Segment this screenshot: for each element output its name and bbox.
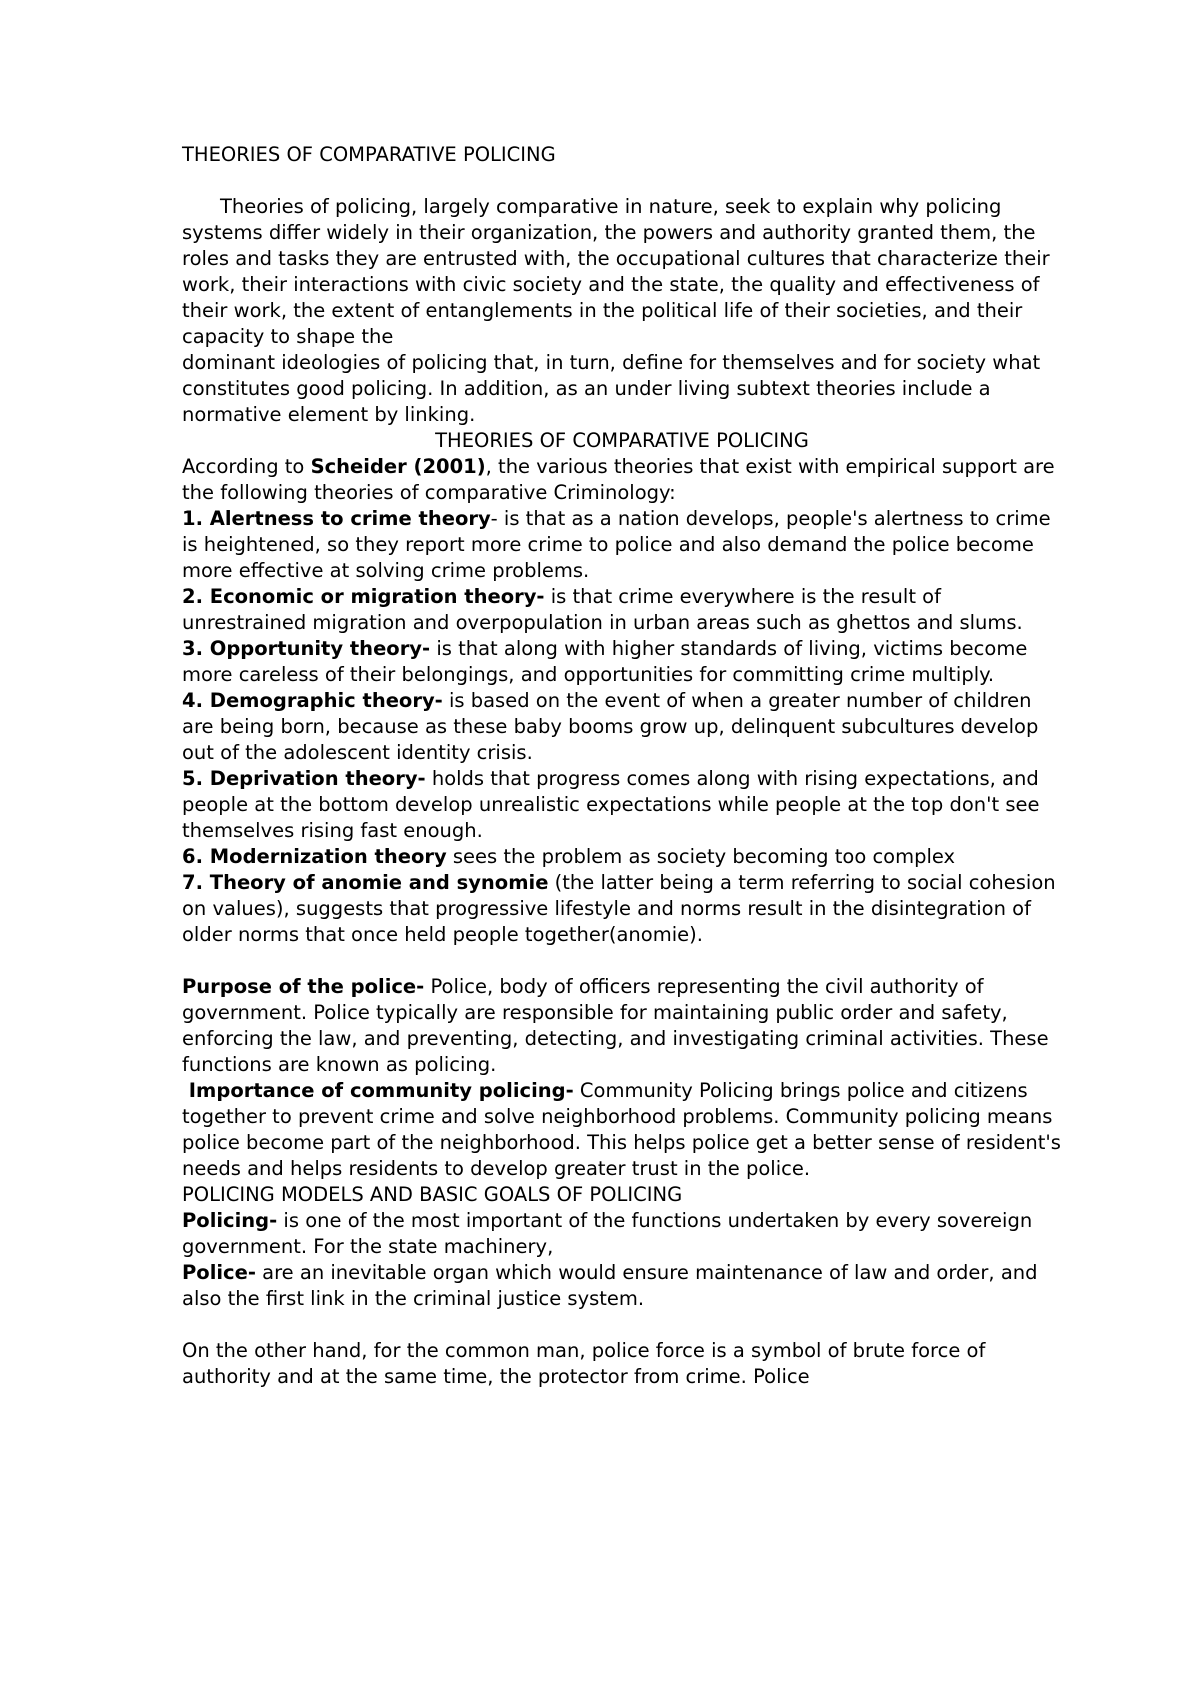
theory-term: 5. Deprivation theory- [182,767,426,790]
policing-text: is one of the most important of the functions undertaken by every sovereign government. For the state machinery, [182,1209,1033,1258]
theory-term: 1. Alertness to crime theory [182,507,491,530]
police-definition [182,1260,1062,1312]
according-suffix: , the various theories that exist with empirical support are the following theories of comparative Criminology: [182,455,1055,504]
theory-term: 2. Economic or migration theory- [182,585,545,608]
policing-definition [182,1208,1062,1260]
according-paragraph [182,454,1062,506]
theory-description: is based on the event of when a greater number of children are being born, because as these baby booms grow up, delinquent subcultures develop out of the adolescent identity crisis. [182,689,1039,764]
purpose-text: Police, body of officers representing the civil authority of government. Police typically are responsible for maintaining public order and safety, enforcing the law, and preventing, detecting, and investigating criminal activities. These functions are known as policing. [182,975,1049,1076]
section-subtitle: THEORIES OF COMPARATIVE POLICING [435,429,809,452]
models-heading [182,1182,1062,1208]
theory-term: 6. Modernization theory [182,845,447,868]
theory-description: is that crime everywhere is the result of unrestrained migration and overpopulation in urban areas such as ghettos and slums. [182,585,1023,634]
closing-paragraph: On the other hand, for the common man, police force is a symbol of brute force of authority and at the same time, the protector from crime. Police [182,1339,986,1388]
intro-paragraph: Theories of policing, largely comparative in nature, seek to explain why policing systems differ widely in their organization, the powers and authority granted them, the roles and tasks they are entrusted with, the occupational cultures that characterize their work, their interactions with civic society and the state, the quality and effectiveness of their work, the extent of entanglements in the political life of their societies, and their capacity to shape the [182,195,1050,348]
paragraph-spacer [182,948,1062,974]
community-term: Importance of community policing- [182,1079,574,1102]
theory-description: sees the problem as society becoming too complex [446,845,956,868]
purpose-term: Purpose of the police- [182,975,425,998]
community-text: Community Policing brings police and citizens together to prevent crime and solve neighborhood problems. Community policing means police become part of the neighborhood. This helps police get a better sense of resident's needs and helps residents to develop greater trust in the police. [182,1079,1061,1180]
document-page [182,142,1062,1390]
paragraph-spacer [182,1312,1062,1338]
according-prefix: According to [182,455,311,478]
cited-author: Scheider (2001) [310,455,486,478]
theory-item [182,870,1062,948]
theory-description: holds that progress comes along with rising expectations, and people at the bottom develop unrealistic expectations while people at the top don't see themselves rising fast enough. [182,767,1040,842]
theory-term: 3. Opportunity theory- [182,637,431,660]
theory-description: - is that as a nation develops, people's alertness to crime is heightened, so they report more crime to police and also demand the police become more effective at solving crime problems. [182,507,1051,582]
theory-term: 7. Theory of anomie and synomie [182,871,549,894]
community-paragraph [182,1078,1062,1182]
models-heading-text: POLICING MODELS AND BASIC GOALS OF POLICING [182,1183,683,1206]
theory-item [182,584,1062,636]
theory-item [182,636,1062,688]
document-title: THEORIES OF COMPARATIVE POLICING [182,143,556,166]
theory-item [182,844,1062,870]
theory-description: is that along with higher standards of living, victims become more careless of their belongings, and opportunities for committing crime multiply. [182,637,1028,686]
police-text: are an inevitable organ which would ensure maintenance of law and order, and also the first link in the criminal justice system. [182,1261,1038,1310]
police-term: Police- [182,1261,256,1284]
intro-paragraph-continued: dominant ideologies of policing that, in turn, define for themselves and for society what constitutes good policing. In addition, as an under living subtext theories include a normative element by linking. [182,351,1041,426]
purpose-paragraph [182,974,1062,1078]
theory-item [182,766,1062,844]
theory-description: (the latter being a term referring to social cohesion on values), suggests that progressive lifestyle and norms result in the disintegration of older norms that once held people together(anomie). [182,871,1056,946]
theory-item [182,688,1062,766]
theory-term: 4. Demographic theory- [182,689,443,712]
theory-item [182,506,1062,584]
policing-term: Policing- [182,1209,278,1232]
